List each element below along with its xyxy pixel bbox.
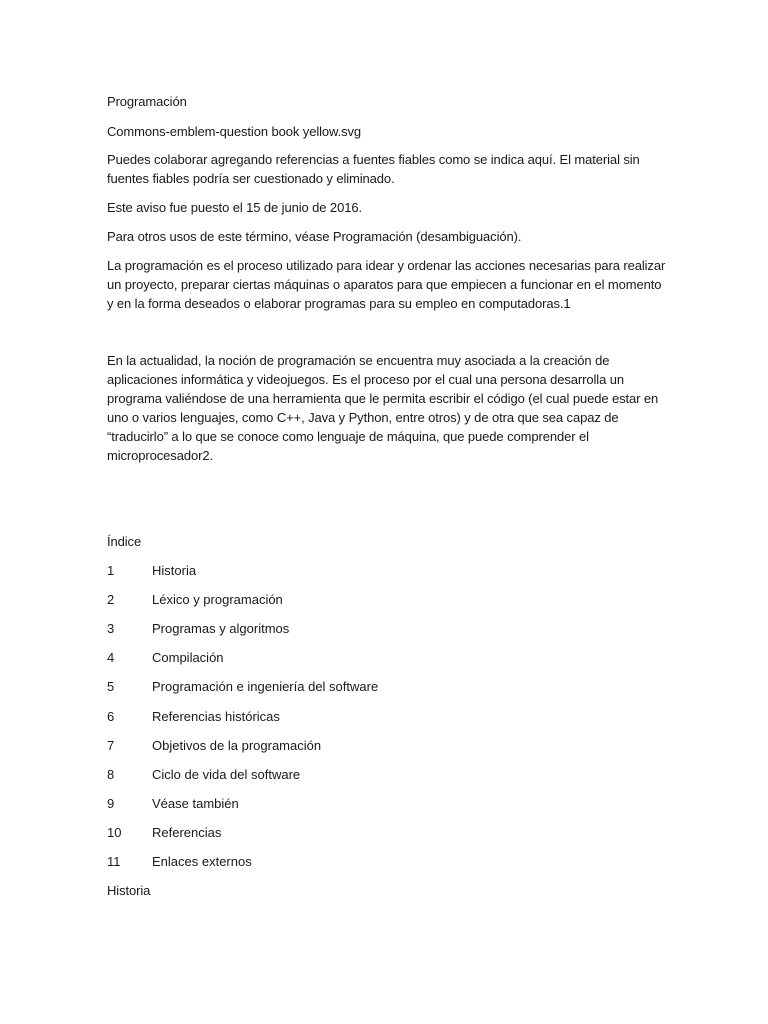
toc-item[interactable] bbox=[107, 823, 221, 842]
actuality-paragraph bbox=[107, 351, 658, 465]
document-title: Programación bbox=[107, 94, 187, 109]
toc-number: 8 bbox=[107, 767, 115, 782]
actuality-line: aplicaciones informática y videojuegos. Es el proceso por el cual una persona desarrolla un bbox=[107, 372, 624, 387]
index-heading: Índice bbox=[107, 534, 142, 549]
toc-number: 4 bbox=[107, 650, 115, 665]
toc-title: Compilación bbox=[152, 650, 224, 665]
toc-item[interactable] bbox=[107, 765, 300, 784]
toc-number: 10 bbox=[107, 825, 122, 840]
image-caption: Commons-emblem-question book yellow.svg bbox=[107, 124, 362, 139]
intro-paragraph bbox=[107, 256, 665, 313]
references-notice bbox=[107, 150, 640, 188]
actuality-line: programa valiéndose de una herramienta que le permita escribir el código (el cual puede estar en bbox=[107, 391, 659, 406]
notice-line: Puedes colaborar agregando referencias a fuentes fiables como se indica aquí. El material sin bbox=[107, 152, 640, 167]
toc-title: Objetivos de la programación bbox=[152, 738, 322, 753]
toc-number: 6 bbox=[107, 709, 115, 724]
toc-number: 5 bbox=[107, 679, 115, 694]
intro-line: un proyecto, preparar ciertas máquinas o aparatos para que empiecen a funcionar en el momento bbox=[107, 277, 662, 292]
toc-title: Referencias bbox=[152, 825, 222, 840]
disambiguation-note: Para otros usos de este término, véase Programación (desambiguación). bbox=[107, 229, 522, 244]
toc-item[interactable] bbox=[107, 852, 252, 871]
section-heading: Historia bbox=[107, 883, 151, 898]
toc-item[interactable] bbox=[107, 677, 378, 696]
toc-item[interactable] bbox=[107, 619, 289, 638]
intro-line: La programación es el proceso utilizado para idear y ordenar las acciones necesarias para realizar bbox=[107, 258, 666, 273]
toc-title: Programas y algoritmos bbox=[152, 621, 290, 636]
intro-line: y en la forma deseados o elaborar programas para su empleo en computadoras.1 bbox=[107, 296, 571, 311]
toc-item[interactable] bbox=[107, 648, 224, 667]
toc-number: 3 bbox=[107, 621, 115, 636]
toc-number: 7 bbox=[107, 738, 115, 753]
toc-number: 11 bbox=[107, 854, 121, 869]
toc-item[interactable] bbox=[107, 561, 196, 580]
notice-date: Este aviso fue puesto el 15 de junio de 2016. bbox=[107, 200, 362, 215]
toc-item[interactable] bbox=[107, 736, 321, 755]
actuality-line: En la actualidad, la noción de programación se encuentra muy asociada a la creación de bbox=[107, 353, 610, 368]
toc-item[interactable] bbox=[107, 707, 280, 726]
toc-number: 9 bbox=[107, 796, 115, 811]
actuality-line: microprocesador2. bbox=[107, 448, 213, 463]
toc-item[interactable] bbox=[107, 794, 239, 813]
actuality-line: “traducirlo” a lo que se conoce como lenguaje de máquina, que puede comprender el bbox=[107, 429, 589, 444]
toc-number: 1 bbox=[107, 563, 115, 578]
toc-title: Véase también bbox=[152, 796, 239, 811]
actuality-line: uno o varios lenguajes, como C++, Java y Python, entre otros) y de otra que sea capaz de bbox=[107, 410, 619, 425]
toc-title: Ciclo de vida del software bbox=[152, 767, 301, 782]
toc-title: Léxico y programación bbox=[152, 592, 283, 607]
toc-title: Enlaces externos bbox=[152, 854, 252, 869]
toc-title: Referencias históricas bbox=[152, 709, 280, 724]
toc-number: 2 bbox=[107, 592, 115, 607]
notice-line: fuentes fiables podría ser cuestionado y eliminado. bbox=[107, 171, 395, 186]
toc-item[interactable] bbox=[107, 590, 283, 609]
toc-title: Historia bbox=[152, 563, 197, 578]
toc-title: Programación e ingeniería del software bbox=[152, 679, 379, 694]
